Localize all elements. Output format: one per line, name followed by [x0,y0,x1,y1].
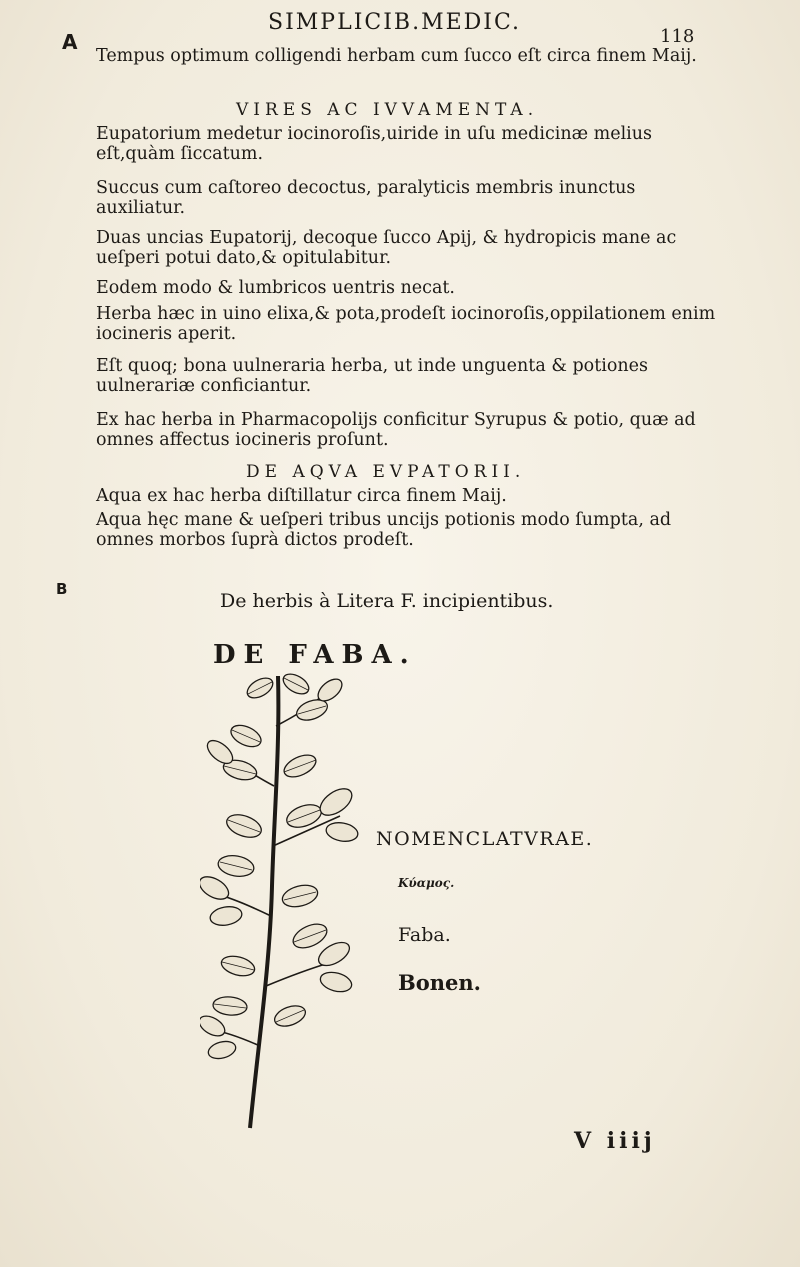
running-head: SIMPLICIB.MEDIC. [268,10,522,35]
section-intro: De herbis à Litera F. incipientibus. [220,590,554,612]
paragraph-vires-5: Herba hæc in uino elixa,& pota,prodeſt iocinoroſis,oppilationem enim iocineris aperit. [96,304,716,344]
paragraph-vires-7: Ex hac herba in Pharmacopolijs conficitur Syrupus & potio, quæ ad omnes affectus iocineris proſunt. [96,410,696,450]
nomenclature-greek: Κύαμος. [398,876,455,890]
paragraph-vires-1: Eupatorium medetur iocinoroſis,uiride in uſu medicinæ melius eſt,quàm ſiccatum. [96,124,653,164]
signature-mark: V iiij [574,1128,656,1154]
nomenclature-german: Bonen. [398,970,481,995]
paragraph-vires-3: Duas uncias Eupatorij, decoque ſucco Apij, & hydropicis mane ac ueſperi potui dato,& opitulabitur. [96,228,677,268]
paragraph-harvest-time: Tempus optimum colligendi herbam cum ſucco eſt circa finem Maij. [96,46,697,66]
nomenclature-heading: NOMENCLATVRAE. [376,828,594,850]
folio-number: 118 [660,26,695,47]
section-title: DE FABA. [213,640,417,670]
heading-aqua: DE AQVA EVPATORII. [246,462,526,482]
paragraph-aqua-1: Aqua ex hac herba diſtillatur circa finem Maij. [96,486,507,506]
paragraph-vires-4: Eodem modo & lumbricos uentris necat. [96,278,455,298]
nomenclature-latin: Faba. [398,924,451,946]
paragraph-vires-2: Succus cum caſtoreo decoctus, paralyticis membris inunctus auxiliatur. [96,178,636,218]
paragraph-aqua-2: Aqua hęc mane & ueſperi tribus uncijs potionis modo ſumpta, ad omnes morbos ſuprà dictos prodeſt. [96,510,672,550]
margin-letter-b: B [56,580,68,598]
plant-stem [212,676,340,1128]
paragraph-vires-6: Eſt quoq; bona uulneraria herba, ut inde unguenta & potiones uulnerariæ conficiantur. [96,356,648,396]
faba-plant-illustration [200,666,370,1136]
margin-letter-a: A [62,30,78,54]
heading-vires: VIRES AC IVVAMENTA. [236,100,539,120]
